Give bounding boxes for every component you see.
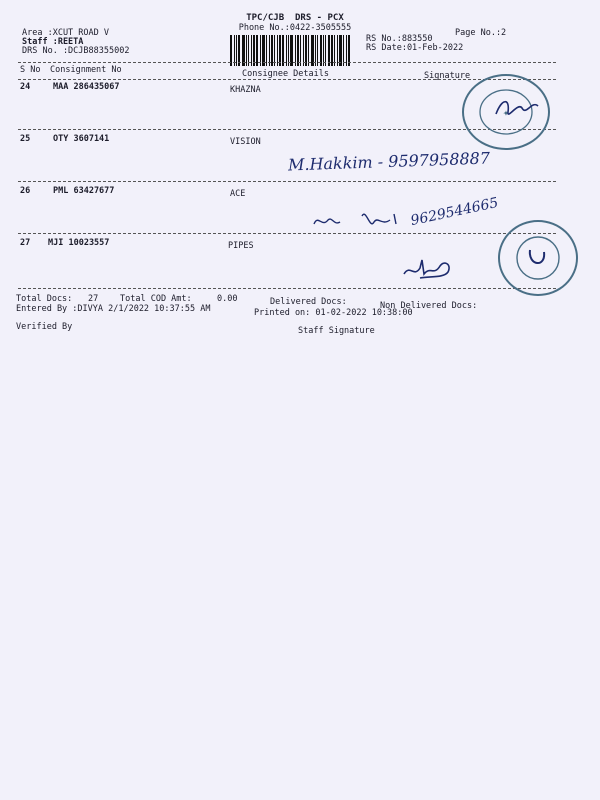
staff-field: Staff :REETA bbox=[22, 37, 84, 47]
row-26-sno: 26 bbox=[20, 186, 31, 196]
total-docs-value: 27 bbox=[88, 294, 99, 304]
row-27-consignment: MJI 10023557 bbox=[48, 238, 110, 248]
total-cod-label: Total COD Amt: bbox=[120, 294, 192, 304]
area-field: Area :XCUT ROAD V bbox=[22, 28, 109, 38]
rs-number: RS No.:883550 bbox=[366, 34, 433, 44]
row-25-rule bbox=[18, 181, 556, 182]
row-27-rule bbox=[18, 288, 556, 289]
column-consignment-no: Consignment No bbox=[50, 65, 122, 75]
row-25-consignment: OTY 3607141 bbox=[53, 134, 110, 144]
printed-on: Printed on: 01-02-2022 10:38:00 bbox=[254, 308, 413, 318]
pipes-stamp-graphic bbox=[500, 222, 576, 294]
column-s-no: S No bbox=[20, 65, 41, 75]
page-number: Page No.:2 bbox=[455, 28, 507, 38]
row-25-sno: 25 bbox=[20, 134, 31, 144]
row-27-sno: 27 bbox=[20, 238, 31, 248]
drs-number: DRS No. :DCJB88355002 bbox=[22, 46, 130, 56]
total-docs-label: Total Docs: bbox=[16, 294, 73, 304]
pipes-stamp bbox=[498, 220, 578, 296]
row-24-consignment: MAA 286435067 bbox=[53, 82, 120, 92]
row-26-rule bbox=[18, 233, 556, 234]
total-cod-value: 0.00 bbox=[217, 294, 238, 304]
row-24-sno: 24 bbox=[20, 82, 31, 92]
rs-date: RS Date:01-Feb-2022 bbox=[366, 43, 464, 53]
entered-by: Entered By :DIVYA 2/1/2022 10:37:55 AM bbox=[16, 304, 211, 314]
row-27-signature bbox=[400, 254, 456, 282]
khazna-signature bbox=[492, 94, 542, 124]
verified-by: Verified By bbox=[16, 322, 73, 332]
row-26-consignment: PML 63427677 bbox=[53, 186, 115, 196]
row-24-consignee: KHAZNA bbox=[230, 85, 261, 95]
column-signature: Signature bbox=[424, 71, 471, 81]
svg-text:✦: ✦ bbox=[502, 109, 510, 118]
row-25-handwritten-contact: M.Hakkim - 9597958887 bbox=[287, 148, 491, 175]
row-27-consignee: PIPES bbox=[228, 241, 254, 251]
staff-signature-label: Staff Signature bbox=[298, 326, 375, 336]
column-consignee-details: Consignee Details bbox=[242, 69, 329, 79]
header-rule-top bbox=[18, 62, 556, 63]
delivered-docs-label: Delivered Docs: bbox=[270, 297, 347, 307]
row-26-handwritten-phone: 9629544665 bbox=[409, 194, 500, 230]
row-26-consignee: ACE bbox=[230, 189, 246, 199]
row-26-handwritten-signature bbox=[310, 206, 410, 234]
phone-number: Phone No.:0422-3505555 bbox=[238, 23, 352, 33]
non-delivered-docs-label: Non Delivered Docs: bbox=[380, 301, 478, 311]
row-25-consignee: VISION bbox=[230, 137, 261, 147]
document-title: TPC/CJB DRS - PCX bbox=[246, 13, 344, 23]
